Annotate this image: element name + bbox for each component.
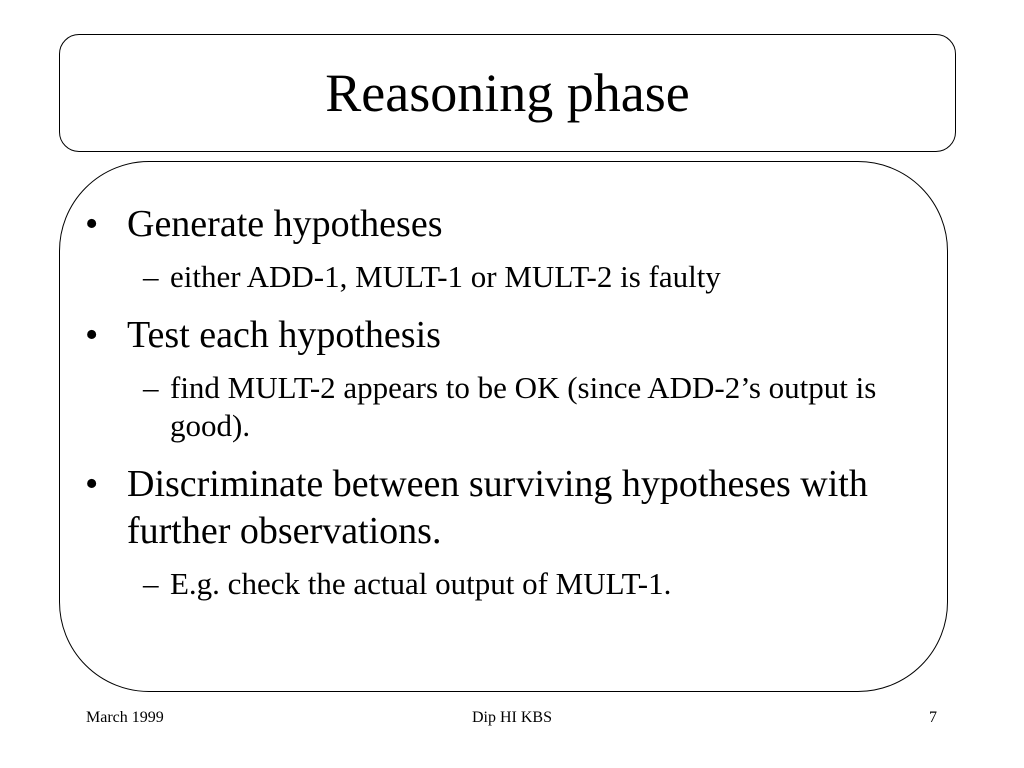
footer-page-number: 7 — [929, 709, 937, 726]
bullet-icon: • — [85, 203, 99, 245]
dash-icon: – — [143, 370, 159, 405]
sub-bullet-item — [85, 565, 945, 603]
bullet-item — [85, 312, 945, 359]
sub-bullet-text: either ADD-1, MULT-1 or MULT-2 is faulty — [170, 259, 721, 294]
title-frame — [59, 34, 956, 152]
sub-bullet-text: E.g. check the actual output of MULT-1. — [170, 566, 672, 601]
bullet-text: Discriminate between surviving hypotheses with further observations. — [127, 463, 868, 552]
bullet-icon: • — [85, 314, 99, 356]
bullet-item — [85, 461, 945, 555]
bullet-icon: • — [85, 463, 99, 505]
sub-bullet-item — [85, 258, 945, 296]
dash-icon: – — [143, 566, 159, 601]
sub-bullet-text: find MULT-2 appears to be OK (since ADD-2’s output is good). — [170, 370, 877, 443]
footer-date: March 1999 — [86, 709, 164, 726]
dash-icon: – — [143, 259, 159, 294]
bullet-text: Generate hypotheses — [127, 203, 443, 245]
bullet-list — [85, 201, 945, 603]
slide-title: Reasoning phase — [325, 63, 690, 123]
sub-bullet-item — [85, 369, 945, 445]
footer-course: Dip HI KBS — [471, 709, 552, 726]
bullet-item — [85, 201, 945, 248]
bullet-text: Test each hypothesis — [127, 314, 441, 356]
